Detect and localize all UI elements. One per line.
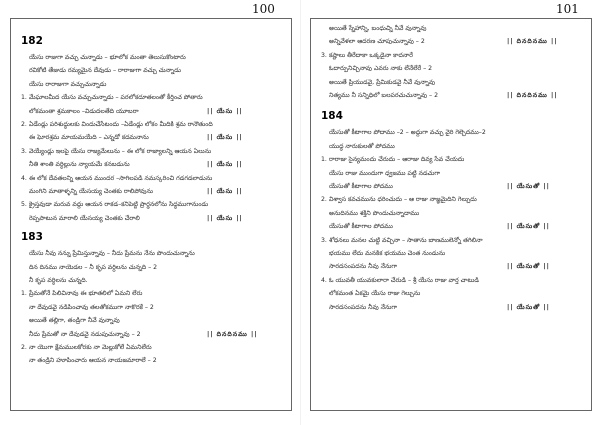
hymn-line <box>29 328 141 341</box>
hymn-line <box>329 76 435 89</box>
lyric-text: ఈ ఘోరశ్రమ మాయమయేది – ఎన్నడో కదమనాను <box>29 134 149 142</box>
lyric-text: అయితే తల్లిగా, తండ్రిగా నీవే వున్నావు <box>29 317 120 325</box>
hymn-line <box>21 341 152 354</box>
hymn-line <box>329 22 426 35</box>
hymn-line <box>329 167 440 180</box>
right-page-content <box>311 19 591 410</box>
stanza-number: 1. <box>21 290 27 298</box>
lyric-text: యేసు నీవు నన్ను ప్రేమిస్తున్నావు – నీదు ప్రేమను నేను పొందుచున్నాను <box>29 250 195 258</box>
lyric-text: యేసుతో కీటాగాల పోదము <box>329 223 393 231</box>
stanza-number: 3. <box>321 236 327 244</box>
lyric-text: భయము లేదు మనకిక భయము చెంత నుండును <box>329 250 446 257</box>
hymn-line <box>29 247 195 260</box>
refrain-marker: || దినదినము || <box>507 92 558 99</box>
lyric-text: విశ్వాస కవచమును ధరించుదు – ఆ రాజు నాజ్ఞమైదిని గెల్చుదు <box>329 196 477 204</box>
lyric-text: సారదసంపదను నీవు నేనుగా <box>329 263 398 271</box>
lyric-text: క్రైస్తవుడా మరువ వద్దు ఆయన రాకడ–కనిపెట్టి ప్రార్థనలోను సిద్ధముగానుండు <box>29 201 209 209</box>
stanza-number: 4. <box>21 174 27 182</box>
hymn-line <box>29 105 139 118</box>
hymn-line <box>29 131 149 144</box>
lyric-text: ఓదార్పునిచ్చినావు ఎవరు నాకు లేనేలేరే – 2 <box>329 65 433 73</box>
refrain-marker: || దినదినము || <box>507 38 558 46</box>
refrain-marker: || యేసు || <box>207 214 243 222</box>
lyric-text: కష్టాలు తీరేదాకా ఒక్కడైనా కాదనారే <box>329 51 413 59</box>
stanza-number: 3. <box>321 51 327 59</box>
lyric-text: నా తండ్రిని హూపించారు ఆయన నాయజమారాలే – 2 <box>29 357 157 365</box>
hymn-line <box>21 172 212 185</box>
lyric-text: వెయ్యేండ్లు ఇలపై యేసు రాజ్యమేలును – ఈ లోక రాజ్యాలన్ని ఆయన ఏలును <box>29 147 212 155</box>
hymn-line <box>21 91 203 104</box>
hymn-line <box>321 234 483 247</box>
lyric-text: శోధనలు మనల చుట్టి వచ్చినా – సాతాను బాణములెన్నో తగిలినా <box>329 236 483 244</box>
refrain-marker: || యేసుతో || <box>507 223 550 231</box>
hymn-line <box>21 145 211 158</box>
stanza-number: 2. <box>21 121 27 128</box>
stanza-number: 2. <box>321 196 327 204</box>
lyric-text: నా దేవుడవై నడిపించావు తలతోకముగా నాకొరకే – 2 <box>29 303 154 311</box>
hymn-line <box>329 220 393 233</box>
hymn-line <box>29 212 140 225</box>
right-page <box>310 18 592 411</box>
hymn-line <box>321 153 464 166</box>
hymn-line <box>29 51 186 64</box>
hymn-line <box>329 140 395 153</box>
lyric-text: లోకమంతా శ్రమకాలం –విడుదలతేది యూబరా <box>29 107 139 115</box>
refrain-marker: || యేసు || <box>207 134 243 142</box>
refrain-marker: || యేసు || <box>207 161 243 169</box>
refrain-marker: || యేసు || <box>207 107 243 115</box>
refrain-marker: || యేసుతో || <box>507 303 550 311</box>
hymn-number: 184 <box>321 110 343 123</box>
hymn-line <box>29 185 153 198</box>
stanza-number: 5. <box>21 201 27 209</box>
hymn-line <box>321 274 479 287</box>
lyric-text: యేసు రాజు ముందుగా ధ్వజము పట్టి నడచుగా <box>329 169 441 177</box>
refrain-marker: || దినదినము || <box>207 330 258 338</box>
hymn-line <box>329 62 432 75</box>
lyric-text: యేసుతో కీటాగాల పోదాము –2 – అద్దుగా వచ్చు వైరి గెల్చెదము–2 <box>329 129 486 137</box>
stanza-number: 2. <box>21 344 27 351</box>
lyric-text: మంగిని మాతాళ్ళన్ని యేసయ్య చెంతకు రాలిపోవును <box>29 188 153 195</box>
lyric-text: రవికోటి తేజుడు రమ్యమైన దేవుడు – రారాజుగా వచ్చు చున్నాడు <box>29 67 181 75</box>
lyric-text: ఓ యువతీ యువకులారా చేరుడి – శ్రీ యేసు రాజు వార్త చాటుడి <box>329 276 479 284</box>
hymn-line <box>329 180 393 193</box>
lyric-text: రెప్పపాటున మారాలి యేసయ్య చెంతకు చేరాలి <box>29 214 140 222</box>
refrain-marker: || యేసుతో || <box>507 263 550 271</box>
stanza-number: 4. <box>321 276 327 284</box>
hymn-line <box>29 314 120 327</box>
lyric-text: నీదు ప్రేమతో నా దేవుడవై నడుపుచున్నావు – 2 <box>29 330 141 338</box>
hymn-line <box>29 64 181 77</box>
hymn-line <box>29 274 88 287</box>
lyric-text: ప్రేమతోనే పిలిచినావు ఈ భూతలిలో ఏమని లేరు <box>29 290 143 298</box>
lyric-text: యేసు రాజుగా వచ్చు చున్నాడు – భూలోక మంతా తెలుసుకొంటారు <box>29 54 186 61</box>
lyric-text: అన్నివేళలా ఆదరణ చూపుచున్నావు – 2 <box>329 38 425 46</box>
lyric-text: యుద్ధ నారుకులతో పోదము <box>329 142 395 150</box>
left-page-number: 100 <box>252 2 275 16</box>
lyric-text: నీ కృప వర్ధిలను చున్నది. <box>29 277 88 284</box>
lyric-text: నా యొగా క్షేమములకోరకు నా మెల్లుకోలే ఏమనిలేరు <box>29 344 152 351</box>
book-gutter <box>300 0 301 425</box>
refrain-marker: || యేసుతో || <box>507 183 550 190</box>
lyric-text: మేఘాలమీద యేసు వచ్చుచున్నాడు – పరలోకదూతలంతో కీర్తించ పోతారు <box>29 94 203 102</box>
lyric-text: అయితే స్నేహాన్ని, బంధుచ్ని నీవే వున్నావు <box>329 25 427 32</box>
hymn-line <box>29 354 157 367</box>
lyric-text: దిన దినము నాయెడల – నీ కృప వర్ధిలను చున్నది – 2 <box>29 263 158 271</box>
hymn-line <box>329 126 486 139</box>
hymn-line <box>329 35 425 48</box>
hymn-line <box>29 301 154 314</box>
hymn-line <box>329 301 397 314</box>
hymn-line <box>321 193 477 206</box>
hymn-line <box>321 49 413 62</box>
hymn-line <box>29 261 157 274</box>
hymn-number: 183 <box>21 231 43 244</box>
left-page-content <box>11 19 291 410</box>
stanza-number: 1. <box>21 94 27 102</box>
left-page <box>10 18 292 411</box>
lyric-text: అయితే ప్రియుడవై, ప్రేమికుడవై నీవే వున్నావు <box>329 78 436 86</box>
refrain-marker: || యేసు || <box>207 188 243 195</box>
lyric-text: నిత్యము నీ సన్నిధిలో బలపరచుచున్నావు – 2 <box>329 92 439 99</box>
hymn-line <box>21 198 208 211</box>
hymn-line <box>329 260 397 273</box>
lyric-text: యేసు రారాజుగా వచ్చుచున్నాడు <box>29 80 107 88</box>
hymn-line <box>329 89 438 102</box>
lyric-text: లోకమంత ఏకమై యేసు రాజు గెల్చును <box>329 290 421 298</box>
hymn-line <box>329 247 445 260</box>
hymn-line <box>29 158 130 171</box>
hymn-line <box>29 78 106 91</box>
hymn-number: 182 <box>21 35 43 47</box>
lyric-text: నీతి శాంతి వర్ధిల్లును న్యాయమే కనబడును <box>29 161 130 169</box>
hymn-line <box>21 118 213 131</box>
lyric-text: యేసుతో కీటాగాల పోదము <box>329 183 393 190</box>
right-page-number: 101 <box>556 2 579 16</box>
hymn-line <box>329 207 419 220</box>
lyric-text: ఏడేండ్లు పరిశుద్ధులకు విందుచేసేటందు –ఏడేండ్లు లోకం మీదికి శ్రమ రానౌతుంది <box>29 121 213 128</box>
lyric-text: అనుదినము శక్తిని పొందుచున్నాదాము <box>329 209 420 217</box>
lyric-text: సారదసంపదను నీవు నేనుగా <box>329 303 398 311</box>
hymn-line <box>329 287 420 300</box>
stanza-number: 1. <box>321 156 327 164</box>
lyric-text: రారాజు సైన్యమందు చేరుదు – ఆరాజు దివ్య సేవ చేయదు <box>329 156 465 164</box>
stanza-number: 3. <box>21 147 27 155</box>
hymn-line <box>21 287 142 300</box>
lyric-text: ఈ లోక దేవతలన్ని ఆయన ముందర –సాగిలపడి నమస్కరించి గడగడలాడును <box>29 174 213 182</box>
